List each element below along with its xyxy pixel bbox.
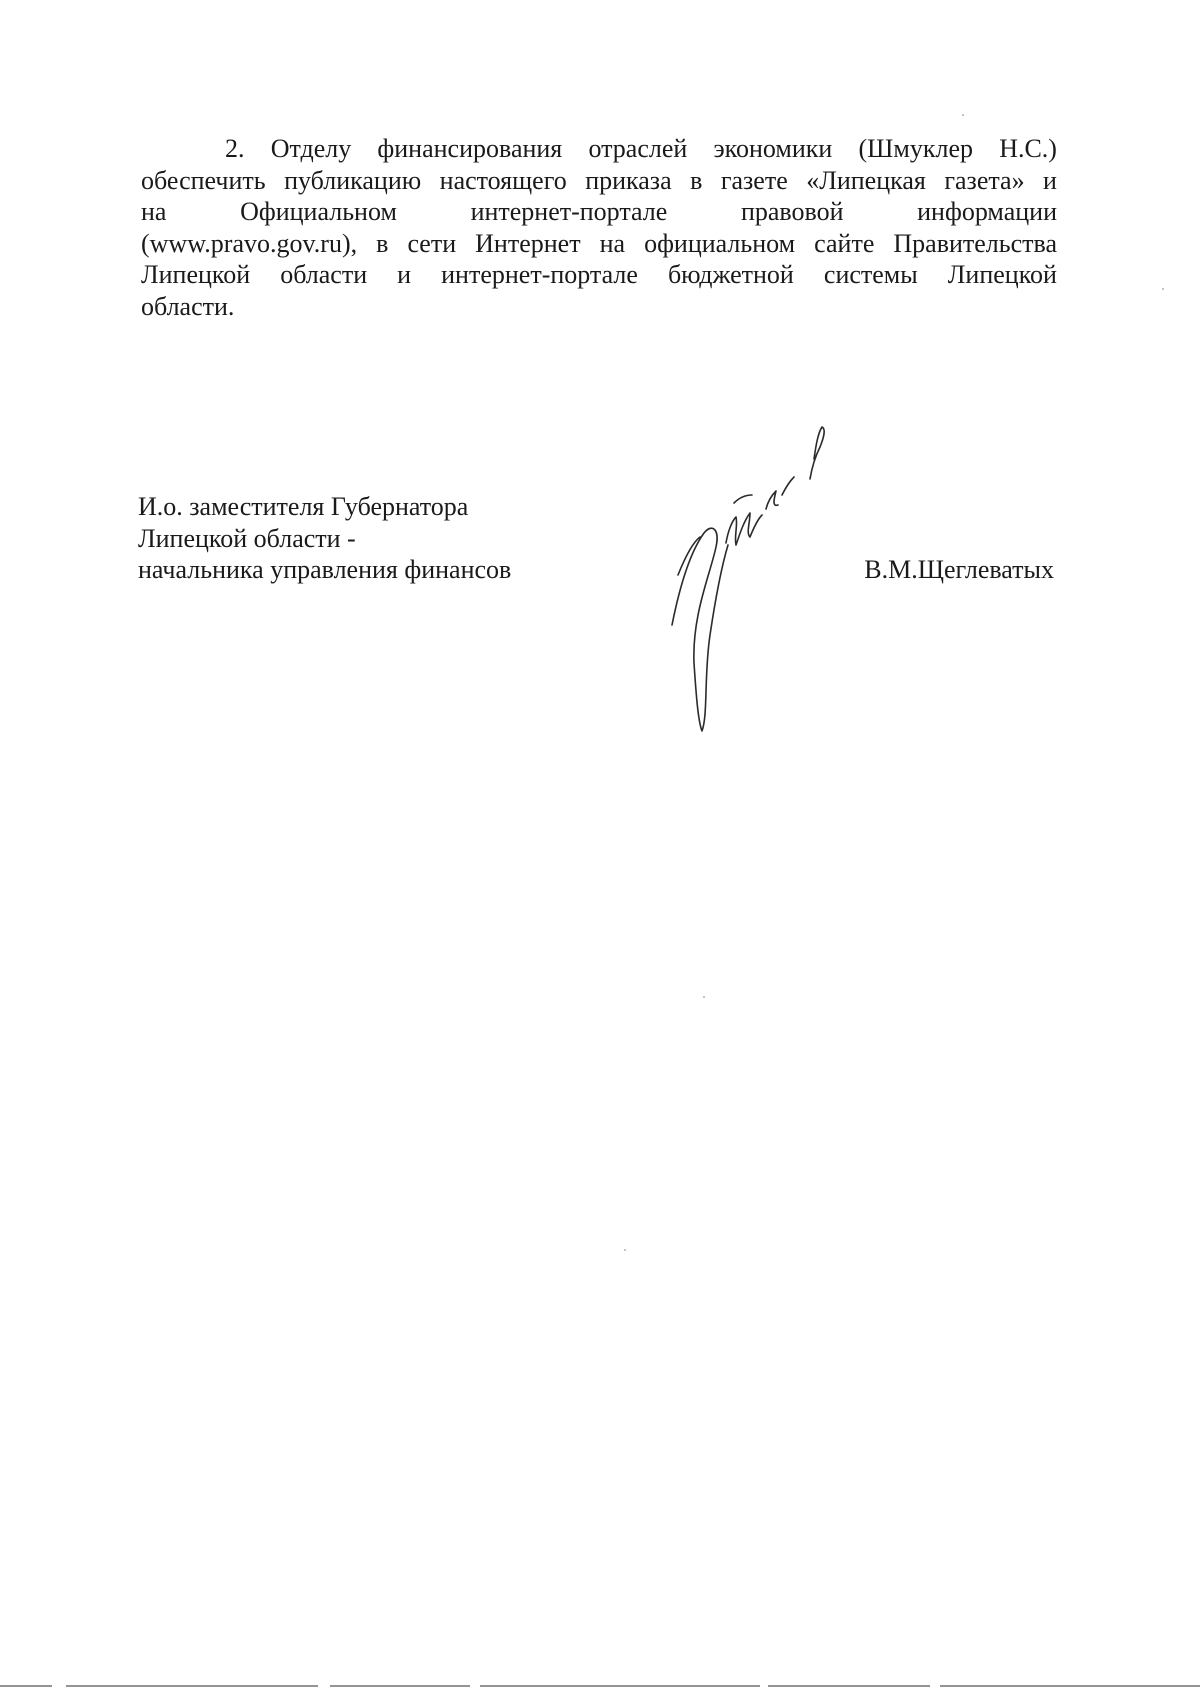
paragraph-word: финансирования (377, 134, 563, 163)
paragraph-word: Н.С.) (999, 134, 1057, 163)
paragraph-word: в (690, 165, 703, 195)
order-paragraph-2 (141, 133, 1057, 322)
paragraph-word: Правительства (893, 228, 1057, 258)
paragraph-word: на (599, 228, 626, 258)
paragraph-word: (Шмуклер (858, 134, 973, 163)
paragraph-word: газете (720, 165, 788, 195)
paragraph-word: официальном (644, 228, 796, 258)
paragraph-line (141, 259, 1057, 291)
paragraph-word: Интернет (475, 228, 581, 258)
paragraph-word: отраслей (588, 134, 688, 163)
paragraph-word: области (280, 260, 368, 289)
paragraph-word: (www.pravo.gov.ru), (141, 228, 358, 258)
signer-position (138, 491, 511, 586)
paragraph-line: области. (141, 291, 235, 321)
paragraph-line (141, 228, 1057, 260)
paragraph-word: сети (407, 228, 457, 258)
position-line: начальника управления финансов (138, 555, 512, 584)
paragraph-word: Отделу (270, 134, 352, 163)
paragraph-word: Официальном (240, 197, 397, 226)
paragraph-word: в (376, 228, 389, 258)
paragraph-word: бюджетной (667, 260, 794, 289)
paragraph-word: интернет-портале (470, 197, 668, 226)
position-line: Липецкой области - (138, 523, 356, 553)
paragraph-word: газета» (944, 165, 1025, 195)
paragraph-word: системы (823, 260, 918, 289)
paragraph-word: сайте (814, 228, 875, 258)
position-line: И.о. заместителя Губернатора (138, 492, 469, 521)
paragraph-word: информации (917, 197, 1057, 226)
paragraph-line (141, 133, 1057, 165)
paragraph-word: обеспечить (141, 165, 266, 195)
paragraph-word: приказа (585, 165, 672, 195)
paragraph-line (141, 165, 1057, 197)
paragraph-word: настоящего (439, 165, 567, 195)
paragraph-word: экономики (713, 134, 833, 163)
paragraph-word: Липецкой (947, 260, 1057, 289)
paragraph-word: правовой (740, 197, 844, 226)
paragraph-word: и (1043, 165, 1057, 195)
paragraph-line (141, 196, 1057, 228)
paragraph-word: и (397, 260, 412, 289)
paragraph-word: «Липецкая (806, 165, 926, 195)
handwritten-signature (670, 425, 870, 735)
paragraph-word: интернет-портале (441, 260, 638, 289)
paragraph-word: Липецкой (141, 260, 251, 289)
signer-name: В.М.Щеглеватых (864, 555, 1054, 584)
paragraph-word: 2. (225, 134, 245, 163)
paragraph-word: публикацию (284, 165, 422, 195)
paragraph-word: на (141, 197, 167, 226)
scan-edge-line (0, 1683, 1200, 1689)
